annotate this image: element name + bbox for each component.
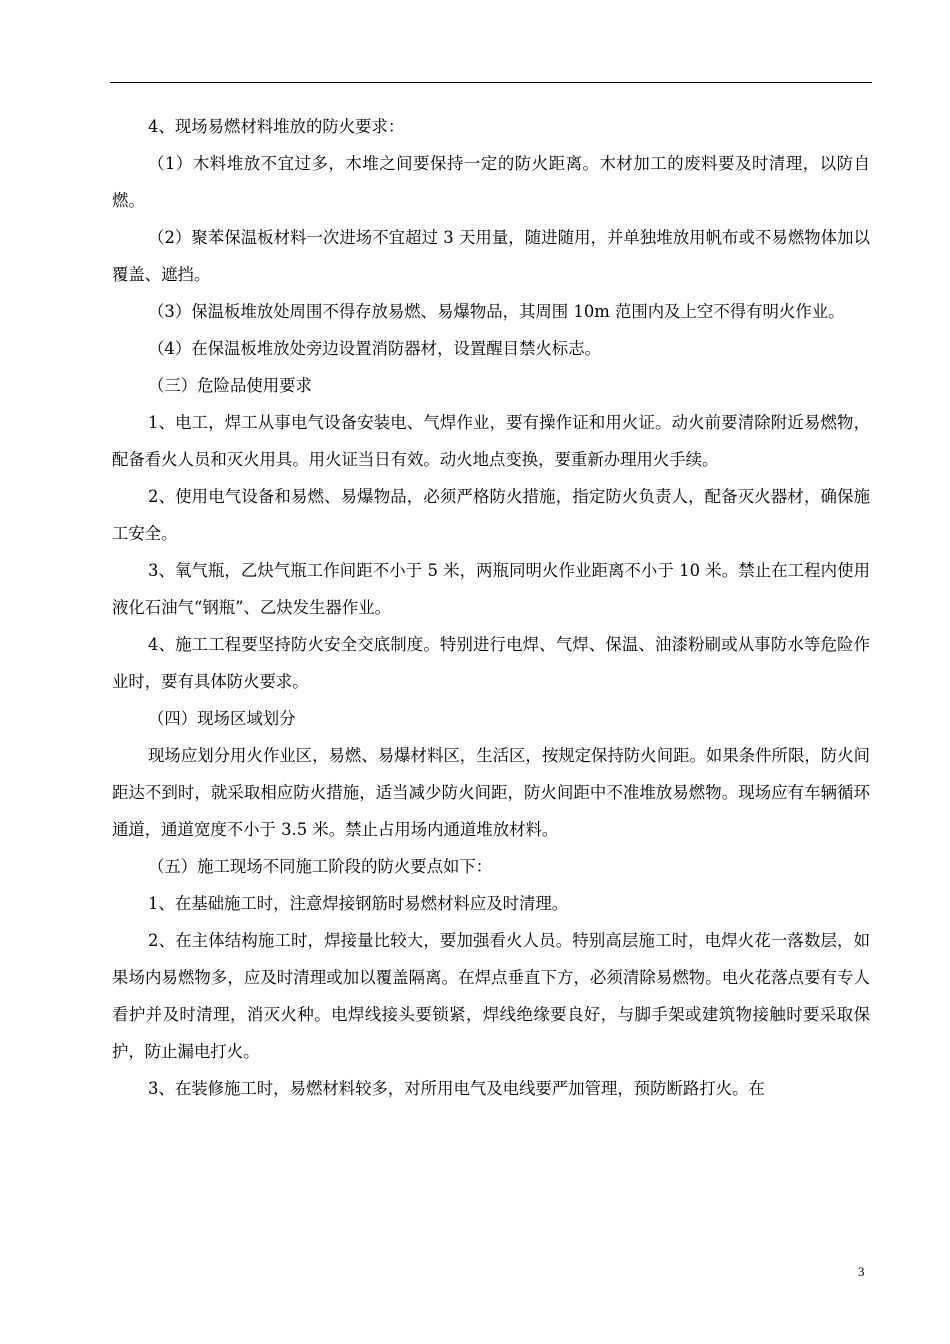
paragraph: 2、在主体结构施工时，焊接量比较大，要加强看火人员。特别高层施工时，电焊火花一落数层，如果场内易燃物多，应及时清理或加以覆盖隔离。在焊点垂直下方，必须清除易燃物。电火花落点要有专人看护并及时清理，消灭火种。电焊线接头要锁紧，焊线绝缘要良好，与脚手架或建筑物接触时要采取保护，防止漏电打火。 (112, 931, 870, 1061)
paragraph: （2）聚苯保温板材料一次进场不宜超过 3 天用量，随进随用，并单独堆放用帆布或不易燃物体加以覆盖、遮挡。 (112, 228, 870, 284)
header-rule (110, 82, 872, 83)
paragraph: （1）木料堆放不宜过多，木堆之间要保持一定的防火距离。木材加工的废料要及时清理，以防自燃。 (112, 154, 870, 210)
paragraph: （4）在保温板堆放处旁边设置消防器材，设置醒目禁火标志。 (148, 339, 601, 358)
section-heading: （三）危险品使用要求 (148, 376, 312, 395)
paragraph: 现场应划分用火作业区，易燃、易爆材料区，生活区，按规定保持防火间距。如果条件所限，防火间距达不到时，就采取相应防火措施，适当减少防火间距，防火间距中不准堆放易燃物。现场应有车辆循环通道，通道宽度不小于 3.5 米。禁止占用场内通道堆放材料。 (112, 746, 870, 839)
paragraph: 2、使用电气设备和易燃、易爆物品，必须严格防火措施，指定防火负责人，配备灭火器材，确保施工安全。 (112, 487, 870, 543)
paragraph: （3）保温板堆放处周围不得存放易燃、易爆物品，其周围 10m 范围内及上空不得有明火作业。 (148, 302, 845, 321)
section-heading: （五）施工现场不同施工阶段的防火要点如下： (148, 857, 493, 876)
paragraph: 1、在基础施工时，注意焊接钢筋时易燃材料应及时清理。 (148, 894, 569, 913)
body-text (112, 108, 870, 1107)
section-heading: （四）现场区域划分 (148, 709, 296, 728)
paragraph: 3、在装修施工时，易燃材料较多，对所用电气及电线要严加管理，预防断路打火。在 (148, 1079, 765, 1098)
paragraph: 1、电工，焊工从事电气设备安装电、气焊作业，要有操作证和用火证。动火前要清除附近易燃物，配备看火人员和灭火用具。用火证当日有效。动火地点变换，要重新办理用火手续。 (112, 413, 870, 469)
paragraph: 4、施工工程要坚持防火安全交底制度。特别进行电焊、气焊、保温、油漆粉刷或从事防水等危险作业时，要有具体防火要求。 (112, 635, 870, 691)
paragraph: 3、氧气瓶，乙炔气瓶工作间距不小于 5 米，两瓶同明火作业距离不小于 10 米。禁止在工程内使用液化石油气“钢瓶”、乙炔发生器作业。 (112, 561, 870, 617)
paragraph: 4、现场易燃材料堆放的防火要求： (148, 117, 405, 136)
page-number: 3 (858, 1264, 865, 1279)
